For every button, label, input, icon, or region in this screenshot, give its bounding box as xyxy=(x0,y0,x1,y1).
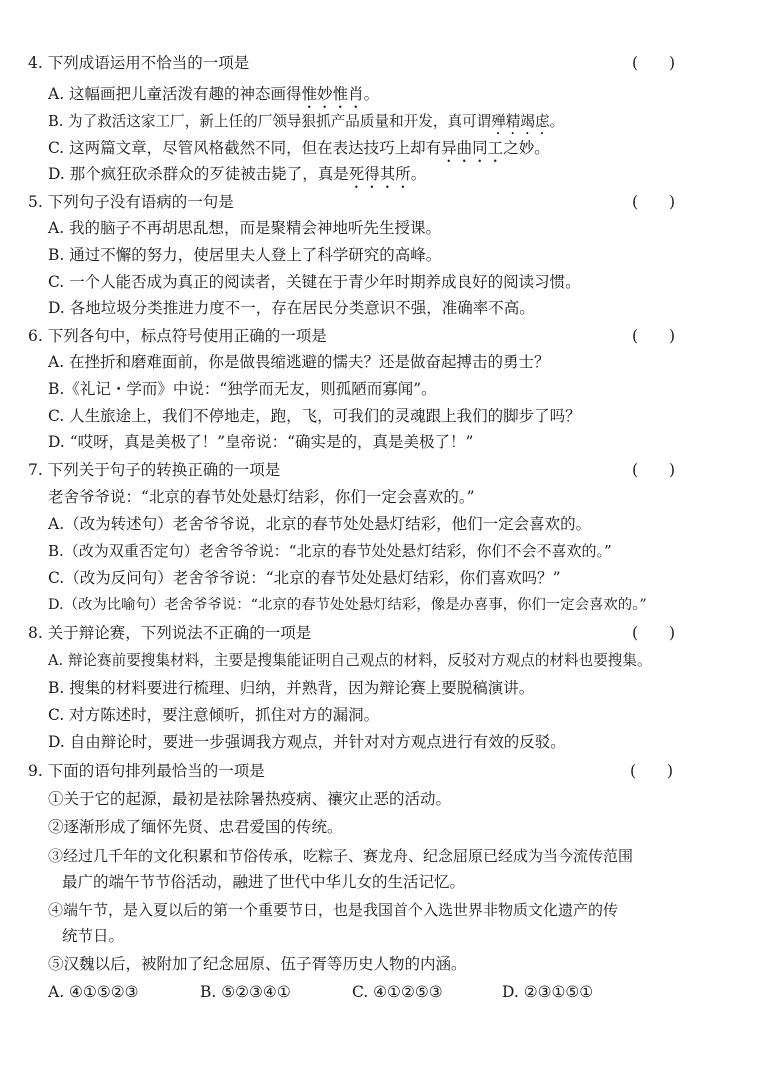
question-9-choice-a: A. ④①⑤②③ xyxy=(48,983,139,1001)
question-5-stem: 5. 下列句子没有语病的一句是 xyxy=(28,193,234,211)
question-9-stem: 9. 下面的语句排列最恰当的一项是 xyxy=(28,762,265,780)
question-6-option-c: C. 人生旅途上，我们不停地走，跑，飞，可我们的灵魂跟上我们的脚步了吗？ xyxy=(48,407,581,425)
emphasized-idiom: 惟妙惟肖 xyxy=(301,85,364,103)
question-9-choice-d: D. ②③①⑤① xyxy=(502,983,594,1001)
question-8-option-a: A. 辩论赛前要搜集材料，主要是搜集能证明自己观点的材料，反驳对方观点的材料也要搜集。 xyxy=(48,652,652,669)
question-9-sentence-2: ②逐渐形成了缅怀先贤、忠君爱国的传统。 xyxy=(48,818,343,836)
question-9-sentence-1: ①关于它的起源，最初是祛除暑热疫病、禳灾止恶的活动。 xyxy=(48,790,452,808)
question-8-stem: 8. 关于辩论赛，下列说法不正确的一项是 xyxy=(28,624,312,642)
question-9-sentence-5: ⑤汉魏以后，被附加了纪念屈原、伍子胥等历史人物的内涵。 xyxy=(48,955,467,973)
question-5-option-a: A. 我的脑子不再胡思乱想，而是聚精会神地听先生授课。 xyxy=(48,219,442,237)
question-9-choice-c: C. ④①②⑤③ xyxy=(352,983,443,1001)
emphasized-idiom: 死得其所 xyxy=(348,165,411,183)
question-5-option-d: D. 各地垃圾分类推进力度不一，存在居民分类意识不强，准确率不高。 xyxy=(48,299,535,317)
question-6-option-a: A. 在挫折和磨难面前，你是做畏缩逃避的懦夫？还是做奋起搏击的勇士？ xyxy=(48,353,550,371)
question-7-stem: 7. 下列关于句子的转换正确的一项是 xyxy=(28,461,281,479)
question-6-option-d: D. “哎呀，真是美极了！”皇帝说：“确实是的，真是美极了！” xyxy=(48,433,474,451)
question-4-stem: 4. 下列成语运用不恰当的一项是 xyxy=(28,54,250,72)
question-9-choice-b: B. ⑤②③④① xyxy=(200,983,291,1001)
emphasized-idiom: 殚精竭虑 xyxy=(491,113,550,130)
question-7-answer-paren: ( ) xyxy=(632,461,676,479)
question-8-option-c: C. 对方陈述时，要注意倾听，抓住对方的漏洞。 xyxy=(48,706,380,724)
question-7-option-d: D.（改为比喻句）老舍爷爷说：“北京的春节处处悬灯结彩，像是办喜事，你们一定会喜欢的。” xyxy=(48,597,647,613)
question-8-option-b: B. 搜集的材料要进行梳理、归纳，并熟背，因为辩论赛上要脱稿演讲。 xyxy=(48,679,535,697)
question-9-sentence-3-continued: 最广的端午节节俗活动，融进了世代中华儿女的生活记忆。 xyxy=(62,873,466,891)
question-7-original-sentence: 老舍爷爷说：“北京的春节处处悬灯结彩，你们一定会喜欢的。” xyxy=(48,488,475,506)
question-8-answer-paren: ( ) xyxy=(632,624,676,642)
question-9-sentence-4-continued: 统节日。 xyxy=(62,927,125,945)
question-9-sentence-3: ③经过几千年的文化积累和节俗传承，吃粽子、赛龙舟、纪念屈原已经成为当今流传范围 xyxy=(48,847,634,865)
question-7-option-a: A.（改为转述句）老舍爷爷说，北京的春节处处悬灯结彩，他们一定会喜欢的。 xyxy=(48,515,592,533)
question-7-option-b: B.（改为双重否定句）老舍爷爷说：“北京的春节处处悬灯结彩，你们不会不喜欢的。” xyxy=(48,542,612,560)
question-4-answer-paren: ( ) xyxy=(632,54,676,72)
question-5-option-b: B. 通过不懈的努力，使居里夫人登上了科学研究的高峰。 xyxy=(48,246,442,264)
question-6-option-b: B.《礼记・学而》中说：“独学而无友，则孤陋而寡闻”。 xyxy=(48,380,437,398)
question-9-answer-paren: ( ) xyxy=(630,762,674,780)
question-7-option-c: C.（改为反问句）老舍爷爷说：“北京的春节处处悬灯结彩，你们喜欢吗？” xyxy=(48,569,561,587)
question-6-answer-paren: ( ) xyxy=(632,327,676,345)
question-4-option-d: D. 那个疯狂砍杀群众的歹徒被击毙了，真是死得其所。 xyxy=(48,165,427,183)
question-4-option-b: B. 为了救活这家工厂，新上任的厂领导狠抓产品质量和开发，真可谓殚精竭虑。 xyxy=(48,113,565,130)
question-4-option-c: C. 这两篇文章，尽管风格截然不同，但在表达技巧上却有异曲同工之妙。 xyxy=(48,139,550,157)
question-4-option-a: A. 这幅画把儿童活泼有趣的神态画得惟妙惟肖。 xyxy=(48,85,380,103)
question-5-option-c: C. 一个人能否成为真正的阅读者，关键在于青少年时期养成良好的阅读习惯。 xyxy=(48,273,581,291)
question-5-answer-paren: ( ) xyxy=(632,193,676,211)
question-6-stem: 6. 下列各句中，标点符号使用正确的一项是 xyxy=(28,327,327,345)
question-8-option-d: D. 自由辩论时，要进一步强调我方观点，并针对对方观点进行有效的反驳。 xyxy=(48,733,566,751)
question-9-sentence-4: ④端午节，是入夏以后的第一个重要节日，也是我国首个入选世界非物质文化遗产的传 xyxy=(48,901,619,919)
emphasized-idiom: 异曲同工 xyxy=(441,139,504,157)
